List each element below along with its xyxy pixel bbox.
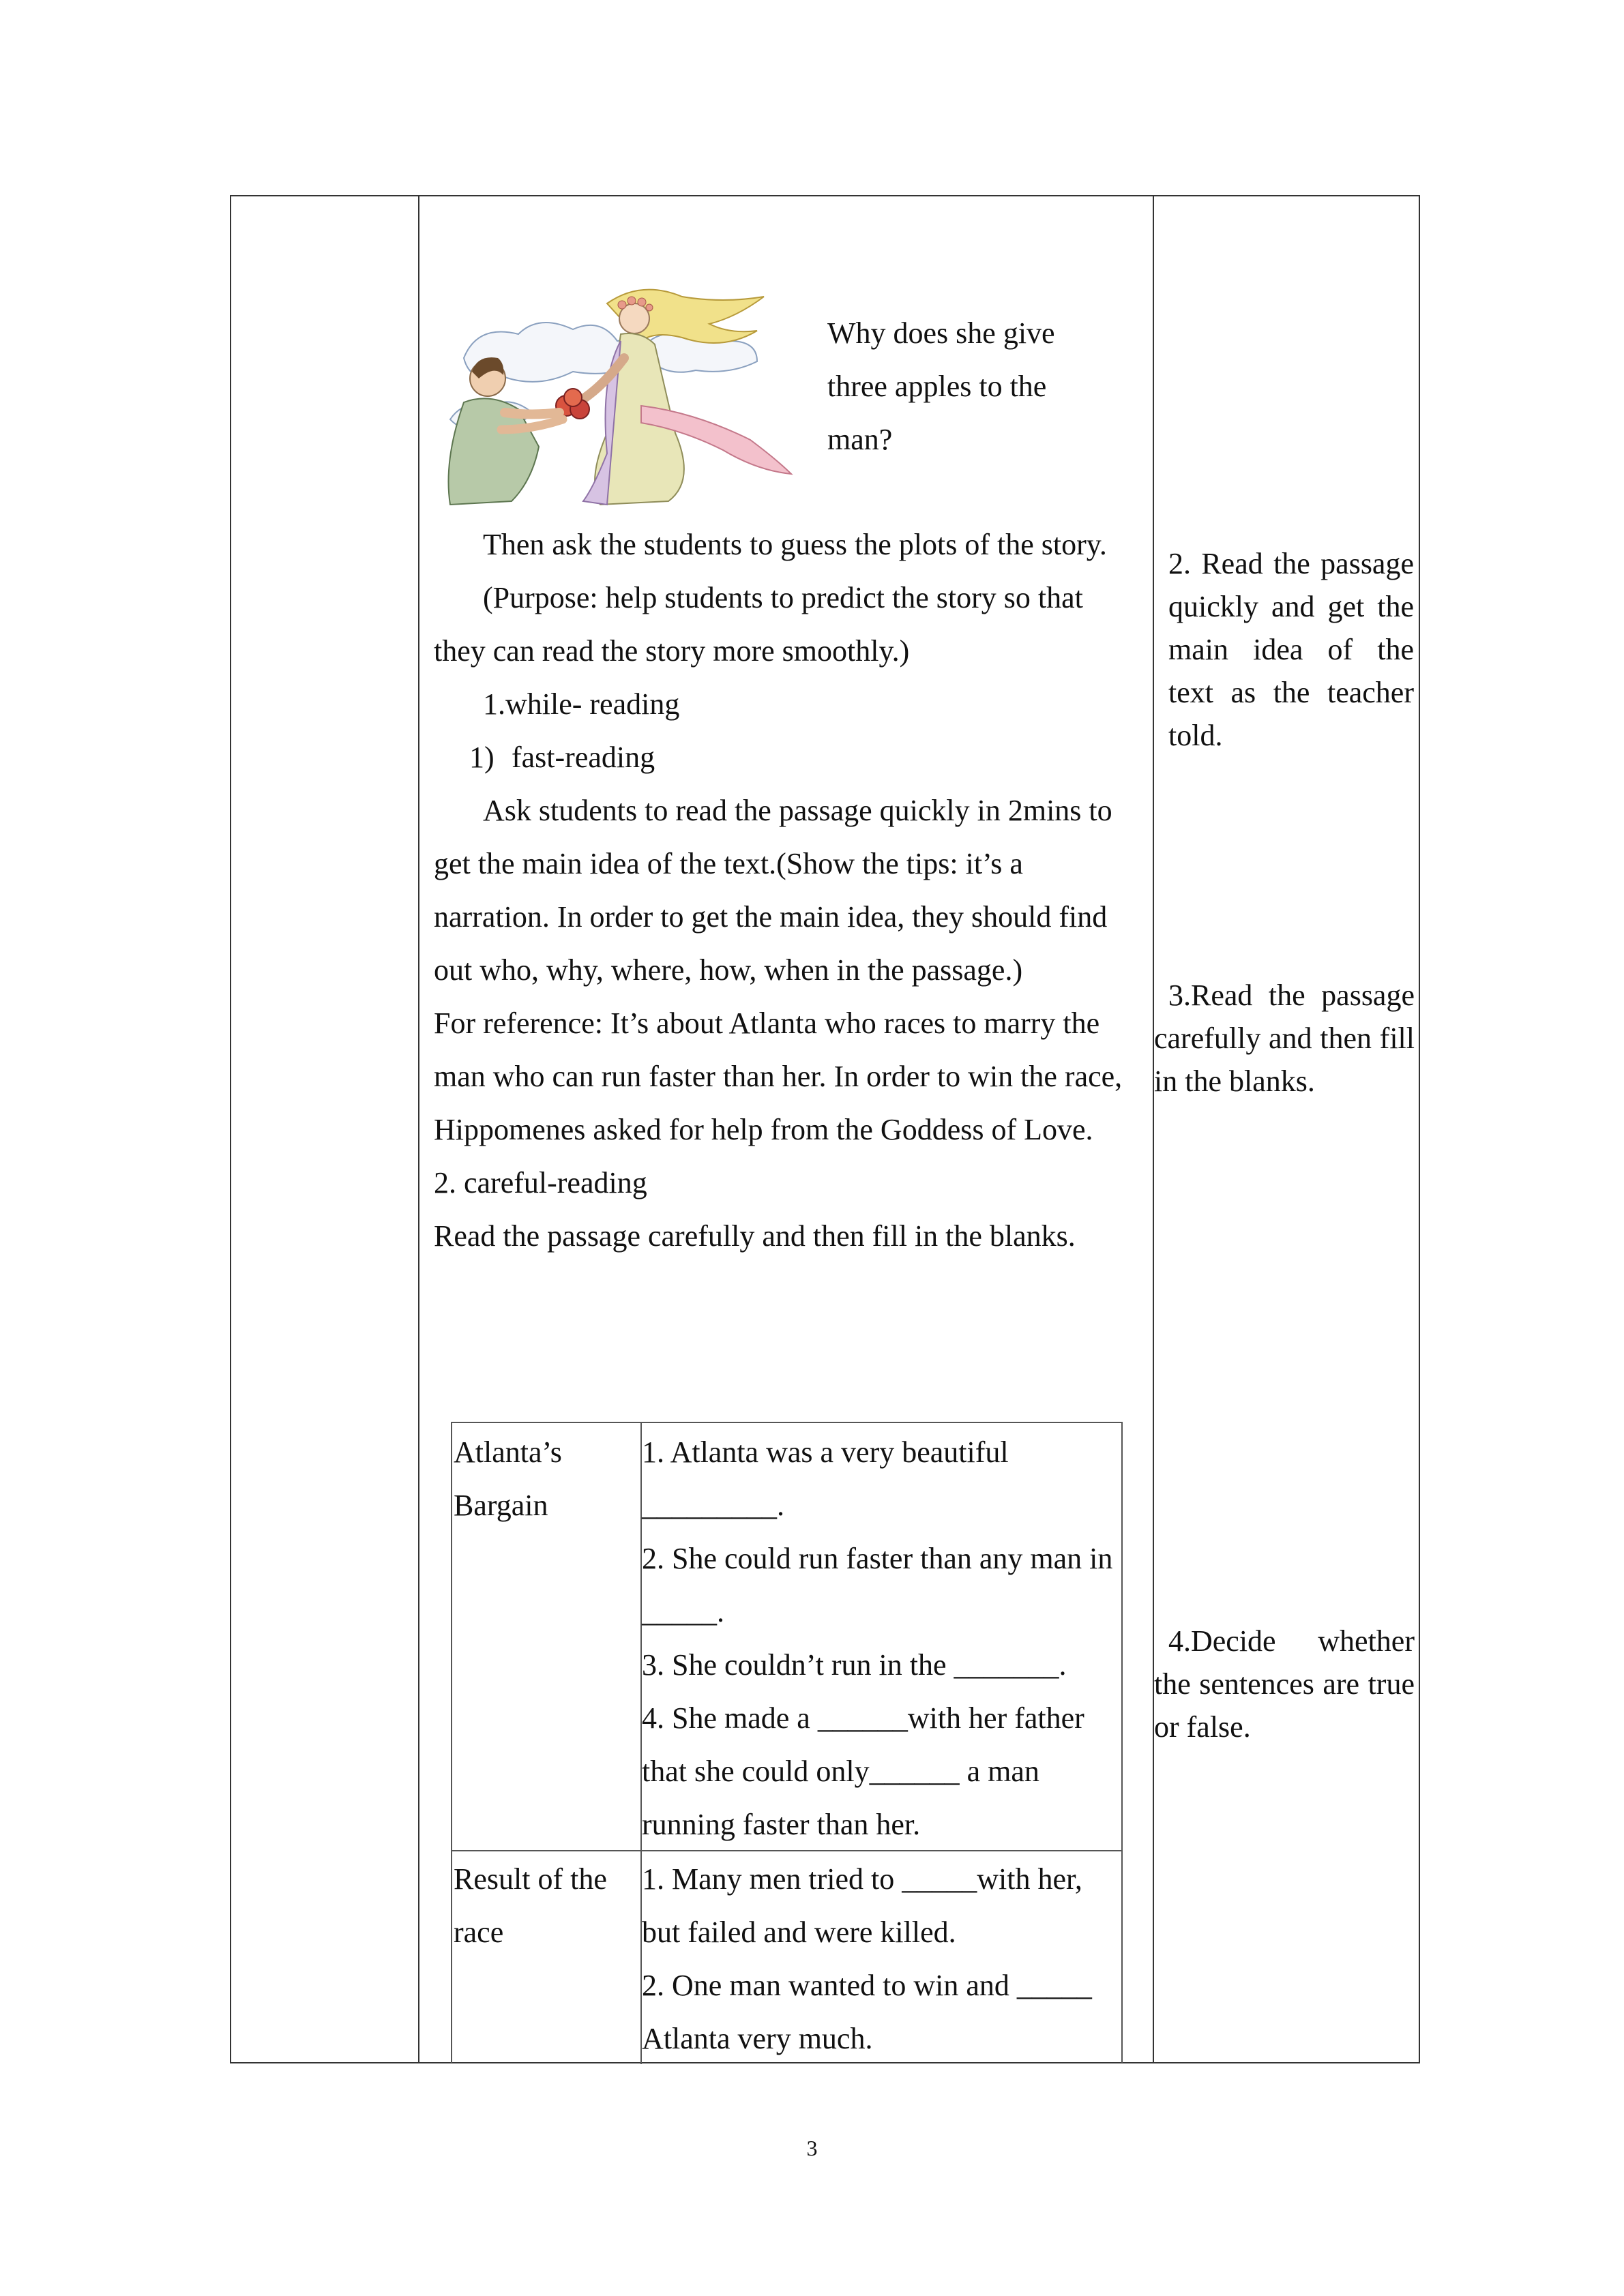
procedure-heading-while-reading: 1.while- reading	[483, 687, 680, 721]
page-number: 3	[806, 2136, 818, 2160]
blank-sentence: 4. She made a ______with her father that she could only______ a man running faster than her.	[642, 1701, 1084, 1841]
activity-text: 3.Read the passage carefully and then fill in the blanks.	[1154, 979, 1415, 1098]
heading-text: Result of the race	[454, 1862, 607, 1949]
activity-read-carefully	[1154, 974, 1415, 1103]
procedure-instruction: Read the passage carefully and then fill in the blanks.	[434, 1219, 1076, 1253]
question-line: man?	[827, 423, 893, 456]
activity-text: 4.Decide whether the sentences are true or false.	[1154, 1624, 1415, 1744]
list-number: 1)	[469, 741, 494, 774]
illustration-question	[827, 307, 1121, 466]
list-text: fast-reading	[512, 741, 655, 774]
blank-sentence: 1. Many men tried to _____with her, but failed and were killed.	[642, 1862, 1082, 1949]
table-column-divider-right	[1153, 195, 1154, 2063]
table-column-divider-left	[418, 195, 419, 2063]
procedure-text	[434, 518, 1140, 1263]
activity-read-quickly	[1168, 542, 1414, 757]
fill-table-items-bargain	[642, 1426, 1119, 1851]
procedure-subheading-fast-reading	[434, 731, 1140, 784]
fill-table-heading-bargain	[454, 1426, 638, 1532]
heading-text: Atlanta’s Bargain	[454, 1435, 562, 1522]
question-line: Why does she give	[827, 316, 1055, 350]
blank-sentence: 3. She couldn’t run in the _______.	[642, 1648, 1067, 1682]
goddess-giving-apples-illustration	[437, 276, 795, 508]
question-line: three apples to the	[827, 370, 1047, 403]
blank-sentence: 2. One man wanted to win and _____ Atlanta very much.	[642, 1969, 1092, 2055]
procedure-paragraph: Then ask the students to guess the plots of the story.	[483, 528, 1107, 561]
blank-sentence: 1. Atlanta was a very beautiful _________.	[642, 1435, 1009, 1522]
activity-true-false	[1154, 1620, 1415, 1748]
fill-in-table	[451, 1422, 1123, 2063]
fill-table-items-result	[642, 1853, 1119, 2066]
procedure-paragraph: Ask students to read the passage quickly in 2mins to get the main idea of the text.(Show the tips: it’s a narration. In order to get the main idea, they should find out who, why, where, how, when in the passage.)	[434, 794, 1112, 987]
procedure-purpose: (Purpose: help students to predict the story so that they can read the story more smoothly.)	[434, 581, 1083, 668]
fill-table-heading-result	[454, 1853, 638, 1959]
activity-text: 2. Read the passage quickly and get the main idea of the text as the teacher told.	[1168, 547, 1414, 752]
blank-sentence: 2. She could run faster than any man in _____.	[642, 1542, 1113, 1628]
procedure-reference: For reference: It’s about Atlanta who races to marry the man who can run faster than her. In order to win the race, Hippomenes asked for help from the Goddess of Love.	[434, 1007, 1123, 1146]
procedure-heading-careful-reading: 2. careful-reading	[434, 1166, 647, 1199]
